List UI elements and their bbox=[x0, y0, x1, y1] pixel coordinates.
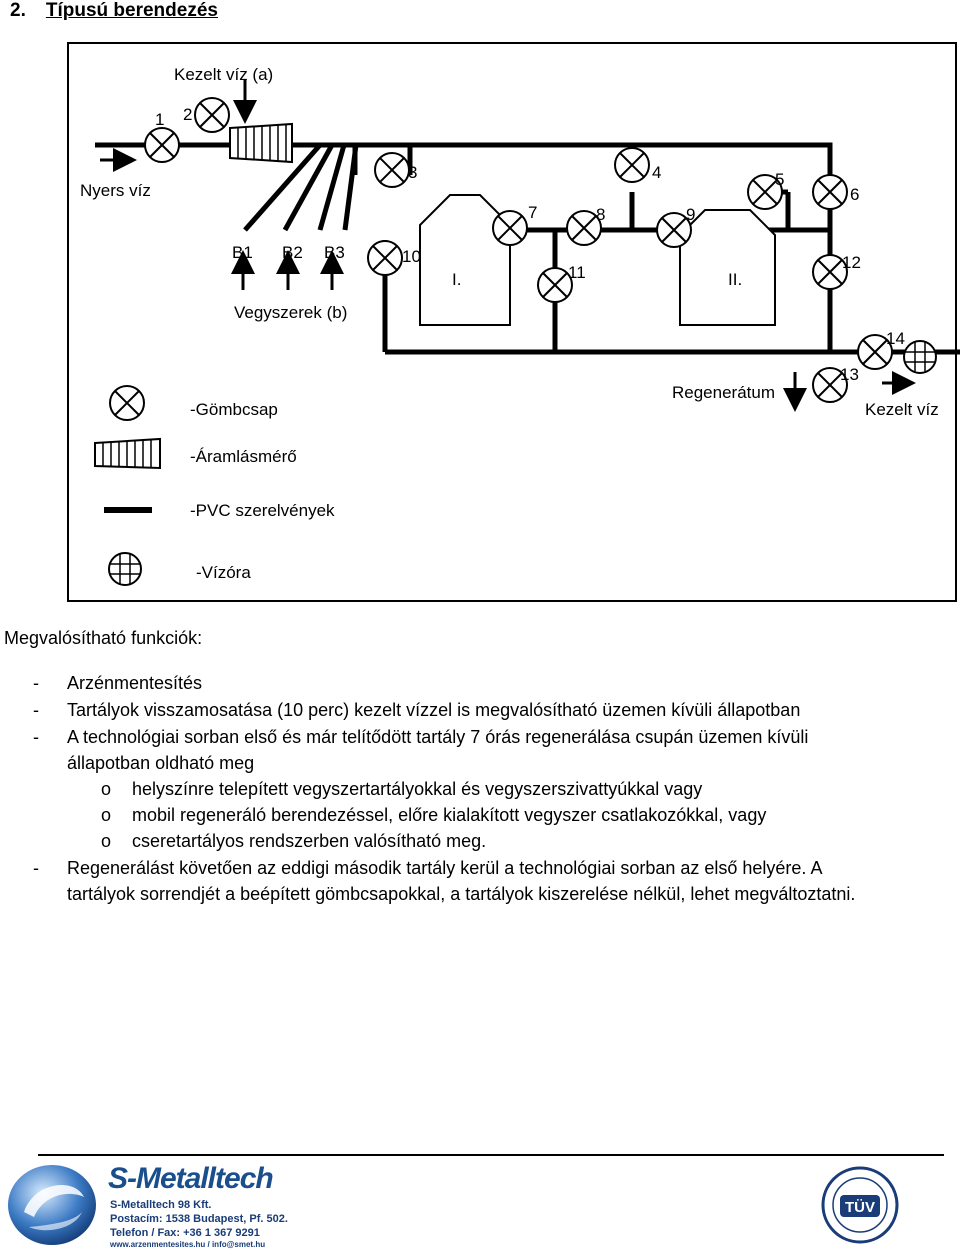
section-number: 2. bbox=[10, 0, 26, 21]
label-n4: 4 bbox=[652, 163, 662, 182]
label-n10: 10 bbox=[402, 247, 421, 266]
label-tank-1: I. bbox=[452, 270, 462, 289]
label-n2: 2 bbox=[183, 105, 193, 124]
functions-heading: Megvalósítható funkciók: bbox=[4, 628, 203, 648]
water-meter bbox=[904, 341, 936, 373]
company-name: S-Metalltech bbox=[108, 1162, 273, 1195]
valve-10[interactable] bbox=[368, 241, 402, 275]
label-n8: 8 bbox=[596, 205, 606, 224]
label-vegyszerek-b: Vegyszerek (b) bbox=[234, 303, 348, 322]
valve-11[interactable] bbox=[538, 268, 572, 302]
legend-label-valve: -Gömbcsap bbox=[190, 400, 278, 419]
label-n9: 9 bbox=[686, 205, 696, 224]
tuv-text: TÜV bbox=[845, 1199, 875, 1216]
circle-bullet: o bbox=[101, 831, 112, 851]
label-n1: 1 bbox=[155, 110, 165, 129]
label-n7: 7 bbox=[528, 203, 538, 222]
legend-label-flow-meter: -Áramlásmérő bbox=[190, 447, 297, 466]
address-line: Telefon / Fax: +36 1 367 9291 bbox=[110, 1227, 260, 1239]
tank-2 bbox=[680, 210, 775, 325]
valve-6[interactable] bbox=[813, 175, 847, 209]
item-text: Arzénmentesítés bbox=[67, 673, 203, 693]
valve-4[interactable] bbox=[615, 148, 649, 182]
circle-bullet: o bbox=[101, 805, 112, 825]
valve-3[interactable] bbox=[375, 153, 409, 187]
label-n13: 13 bbox=[840, 365, 859, 384]
ball-valve-icon bbox=[110, 386, 144, 420]
label-regeneratum: Regenerátum bbox=[672, 383, 776, 402]
label-tank-2: II. bbox=[728, 270, 743, 289]
label-n12: 12 bbox=[842, 253, 861, 272]
address-line: S-Metalltech 98 Kft. bbox=[110, 1199, 212, 1211]
process-diagram bbox=[0, 0, 960, 610]
item-text: Regenerálást követően az eddigi második tartály kerül a technológiai sorban az első helyére. A bbox=[67, 858, 823, 878]
item-text: állapotban oldható meg bbox=[67, 753, 255, 773]
item-text: mobil regeneráló berendezéssel, előre kialakított vegyszer csatlakozókkal, vagy bbox=[132, 805, 767, 825]
legend bbox=[95, 386, 335, 585]
item-text: tartályok sorrendjét a beépített gömbcsapokkal, a tartályok kiszerelése nélkül, lehet megváltoztatni. bbox=[67, 884, 856, 904]
valve-1[interactable] bbox=[145, 128, 179, 162]
item-text: helyszínre telepített vegyszertartályokkal és vegyszerszivattyúkkal vagy bbox=[132, 779, 703, 799]
item-text: Tartályok visszamosatása (10 perc) kezelt vízzel is megvalósítható üzemen kívüli állapotban bbox=[67, 700, 801, 720]
label-b3: B3 bbox=[324, 243, 345, 262]
address-line: Postacím: 1538 Budapest, Pf. 502. bbox=[110, 1213, 288, 1225]
label-n11: 11 bbox=[568, 263, 586, 282]
label-b1: B1 bbox=[232, 243, 253, 262]
label-n6: 6 bbox=[850, 185, 860, 204]
dash-bullet: - bbox=[33, 727, 39, 747]
dash-bullet: - bbox=[33, 673, 39, 693]
label-n3: 3 bbox=[408, 163, 418, 182]
label-n5: 5 bbox=[775, 170, 785, 189]
flow-meter-icon bbox=[95, 439, 160, 468]
label-n14: 14 bbox=[886, 329, 905, 348]
tank-1 bbox=[420, 195, 510, 325]
item-text: A technológiai sorban első és már telítődött tartály 7 órás regenerálása csupán üzemen kívüli bbox=[67, 727, 809, 747]
label-b2: B2 bbox=[282, 243, 303, 262]
company-logo-icon bbox=[4, 1162, 104, 1248]
item-text: cseretartályos rendszerben valósítható meg. bbox=[132, 831, 487, 851]
legend-label-pvc: -PVC szerelvények bbox=[190, 501, 335, 520]
dash-bullet: - bbox=[33, 700, 39, 720]
address-line: www.arzenmentesites.hu / info@smet.hu bbox=[110, 1240, 266, 1249]
section-title: Típusú berendezés bbox=[45, 0, 218, 21]
valve-7[interactable] bbox=[493, 211, 527, 245]
valve-2[interactable] bbox=[195, 98, 229, 132]
legend-label-water-meter: -Vízóra bbox=[196, 563, 251, 582]
water-meter-icon bbox=[109, 553, 141, 585]
label-nyers-viz: Nyers víz bbox=[80, 181, 151, 200]
label-kezelt-viz-a: Kezelt víz (a) bbox=[174, 65, 274, 84]
circle-bullet: o bbox=[101, 779, 112, 799]
footer-divider bbox=[38, 1154, 944, 1156]
dash-bullet: - bbox=[33, 858, 39, 878]
label-kezelt-viz: Kezelt víz bbox=[865, 400, 939, 419]
tuv-seal-icon bbox=[820, 1165, 900, 1245]
flow-meter bbox=[230, 124, 292, 162]
